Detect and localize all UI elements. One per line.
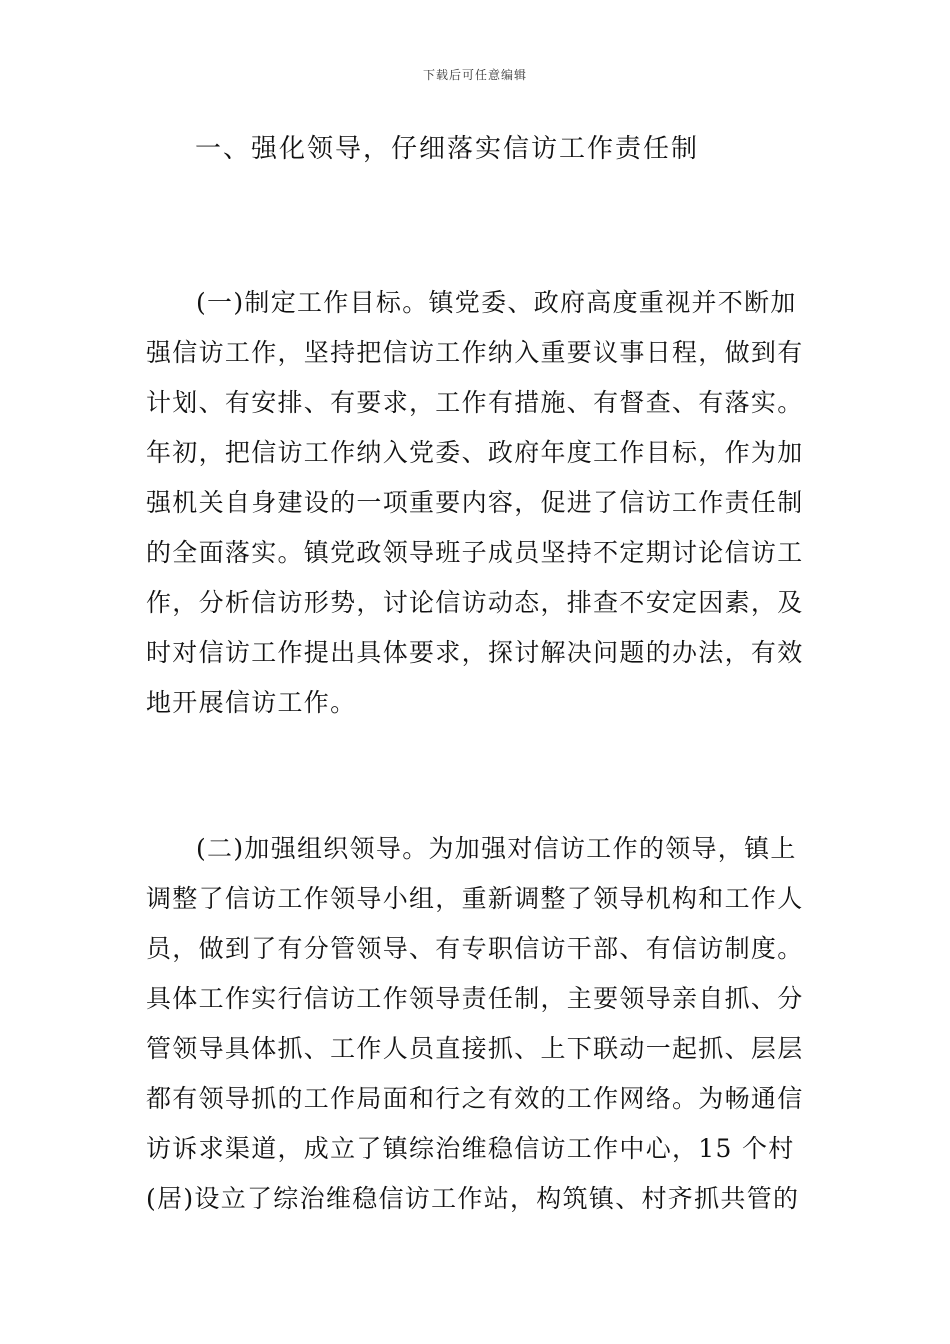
paragraph-line: 强机关自身建设的一项重要内容，促进了信访工作责任制 [146, 488, 804, 517]
paragraph-line: 时对信访工作提出具体要求，探讨解决问题的办法，有效 [146, 638, 804, 667]
header-note: 下载后可任意编辑 [422, 68, 527, 82]
paragraph-line: 地开展信访工作。 [146, 688, 357, 717]
paragraph-line: 都有领导抓的工作局面和行之有效的工作网络。为畅通信 [146, 1084, 804, 1113]
paragraph-line: (一)制定工作目标。镇党委、政府高度重视并不断加 [196, 288, 797, 317]
paragraph-line: 的全面落实。镇党政领导班子成员坚持不定期讨论信访工 [146, 538, 804, 567]
paragraph-line: 调整了信访工作领导小组，重新调整了领导机构和工作人 [146, 884, 804, 913]
paragraph-line: 作，分析信访形势，讨论信访动态，排查不安定因素，及 [146, 588, 804, 617]
paragraph-line: 具体工作实行信访工作领导责任制，主要领导亲自抓、分 [146, 984, 804, 1013]
section-heading: 一、强化领导，仔细落实信访工作责任制 [195, 134, 700, 164]
paragraph-line: 计划、有安排、有要求，工作有措施、有督查、有落实。 [146, 388, 804, 417]
paragraph-line: 强信访工作，坚持把信访工作纳入重要议事日程，做到有 [146, 338, 804, 367]
paragraph-line: (居)设立了综治维稳信访工作站，构筑镇、村齐抓共管的 [146, 1184, 800, 1213]
paragraph-line: 年初，把信访工作纳入党委、政府年度工作目标，作为加 [146, 438, 804, 467]
paragraph-line: 员，做到了有分管领导、有专职信访干部、有信访制度。 [146, 934, 804, 963]
paragraph-line: (二)加强组织领导。为加强对信访工作的领导，镇上 [196, 834, 797, 863]
paragraph-line: 访诉求渠道，成立了镇综治维稳信访工作中心，15 个村 [146, 1134, 795, 1163]
paragraph-line: 管领导具体抓、工作人员直接抓、上下联动一起抓、层层 [146, 1034, 804, 1063]
